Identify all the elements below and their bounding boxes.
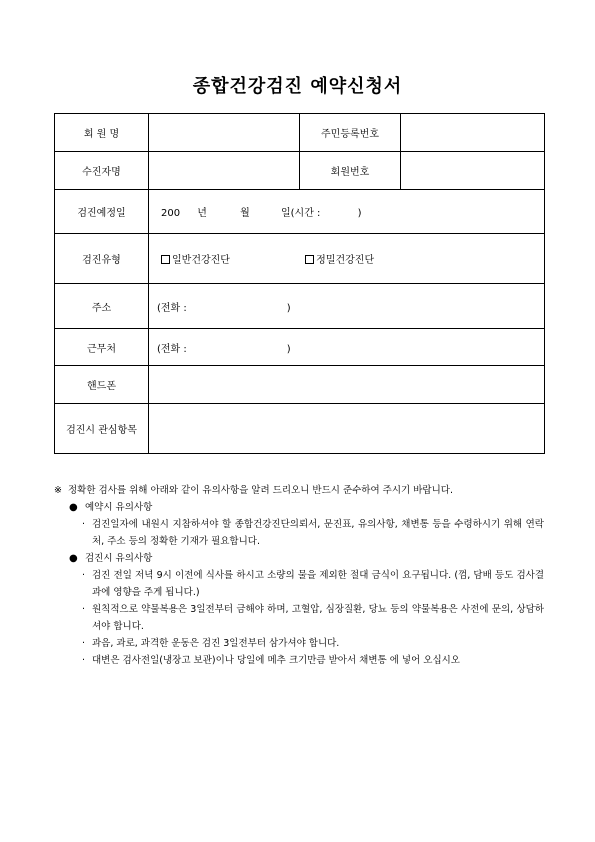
workplace-phone-close: ) <box>286 343 291 355</box>
exam-type-field <box>149 234 545 284</box>
notes-intro-text: 정확한 검사를 위해 아래와 같이 유의사항을 알려 드리오니 반드시 준수하여 주시기 바랍니다. <box>68 485 453 496</box>
date-day-unit: 일(시간 : <box>281 208 321 219</box>
checkbox-icon[interactable] <box>305 255 314 264</box>
exam-notes-title: 검진시 유의사항 <box>85 553 153 564</box>
address-label: 주소 <box>55 284 149 329</box>
middle-dot-icon: · <box>82 655 86 666</box>
exam-type-general-label: 일반건강진단 <box>172 255 230 266</box>
interests-label: 검진시 관심항목 <box>55 404 149 454</box>
interests-field[interactable] <box>149 404 545 454</box>
resident-number-label: 주민등록번호 <box>300 114 401 152</box>
date-month-unit: 월 <box>240 208 250 219</box>
mobile-label: 핸드폰 <box>55 366 149 404</box>
resident-number-field[interactable] <box>401 114 545 152</box>
reservation-form <box>54 113 545 454</box>
member-number-label: 회원번호 <box>300 152 401 190</box>
list-item-text: 과음, 과로, 과격한 운동은 검진 3일전부터 삼가셔야 합니다. <box>92 638 340 649</box>
list-item <box>82 635 544 652</box>
date-close: ) <box>357 208 362 219</box>
workplace-phone-label: (전화 : <box>157 343 187 355</box>
middle-dot-icon: · <box>82 604 86 615</box>
page-title: 종합건강검진 예약신청서 <box>192 76 403 97</box>
exam-type-general-option[interactable] <box>161 251 230 266</box>
examinee-name-label: 수진자명 <box>55 152 149 190</box>
middle-dot-icon: · <box>82 638 86 649</box>
list-item <box>82 567 544 601</box>
member-name-field[interactable] <box>149 114 300 152</box>
middle-dot-icon: · <box>82 519 86 530</box>
list-item <box>82 601 544 635</box>
date-year-unit: 년 <box>197 208 207 219</box>
list-item-text: 원칙적으로 약물복용은 3일전부터 금해야 하며, 고혈압, 심장질환, 당뇨 등의 약물복용은 사전에 문의, 상담하셔야 합니다. <box>92 604 544 632</box>
checkbox-icon[interactable] <box>161 255 170 264</box>
exam-notes-header <box>69 550 544 567</box>
workplace-label: 근무처 <box>55 329 149 366</box>
examinee-name-field[interactable] <box>149 152 300 190</box>
exam-type-label: 검진유형 <box>55 234 149 284</box>
bullet-icon: ● <box>69 502 78 513</box>
bullet-icon: ● <box>69 553 78 564</box>
exam-type-detailed-label: 정밀건강진단 <box>316 255 375 266</box>
workplace-field[interactable] <box>149 329 545 366</box>
middle-dot-icon: · <box>82 570 86 581</box>
exam-type-detailed-option[interactable] <box>305 251 374 266</box>
reservation-notes-title: 예약시 유의사항 <box>85 502 153 513</box>
list-item-text: 대변은 검사전일(냉장고 보관)이나 당일에 메추 크기만큼 받아서 채변통 에 넣어 오십시오 <box>92 655 460 666</box>
mobile-field[interactable] <box>149 366 545 404</box>
list-item-text: 검진일자에 내원시 지참하셔야 할 종합건강진단의뢰서, 문진표, 유의사항, 채변통 등을 수령하시기 위해 연락처, 주소 등의 정확한 기재가 필요합니다. <box>92 519 544 547</box>
address-phone-label: (전화 : <box>157 302 187 314</box>
notes-intro <box>54 482 544 499</box>
address-phone-close: ) <box>286 302 291 314</box>
member-number-field[interactable] <box>401 152 545 190</box>
list-item <box>82 516 544 550</box>
exam-date-label: 검진예정일 <box>55 190 149 234</box>
notes-section <box>54 482 544 669</box>
address-field[interactable] <box>149 284 545 329</box>
exam-date-field[interactable] <box>149 190 545 234</box>
list-item-text: 검진 전일 저녁 9시 이전에 식사를 하시고 소량의 물을 제외한 절대 금식이 요구됩니다. (껌, 담배 등도 검사결과에 영향을 주게 됩니다.) <box>92 570 544 598</box>
member-name-label: 회 원 명 <box>55 114 149 152</box>
date-year: 200 <box>161 208 181 219</box>
reservation-notes-header <box>69 499 544 516</box>
reference-mark-icon: ※ <box>54 485 62 496</box>
list-item <box>82 652 544 669</box>
